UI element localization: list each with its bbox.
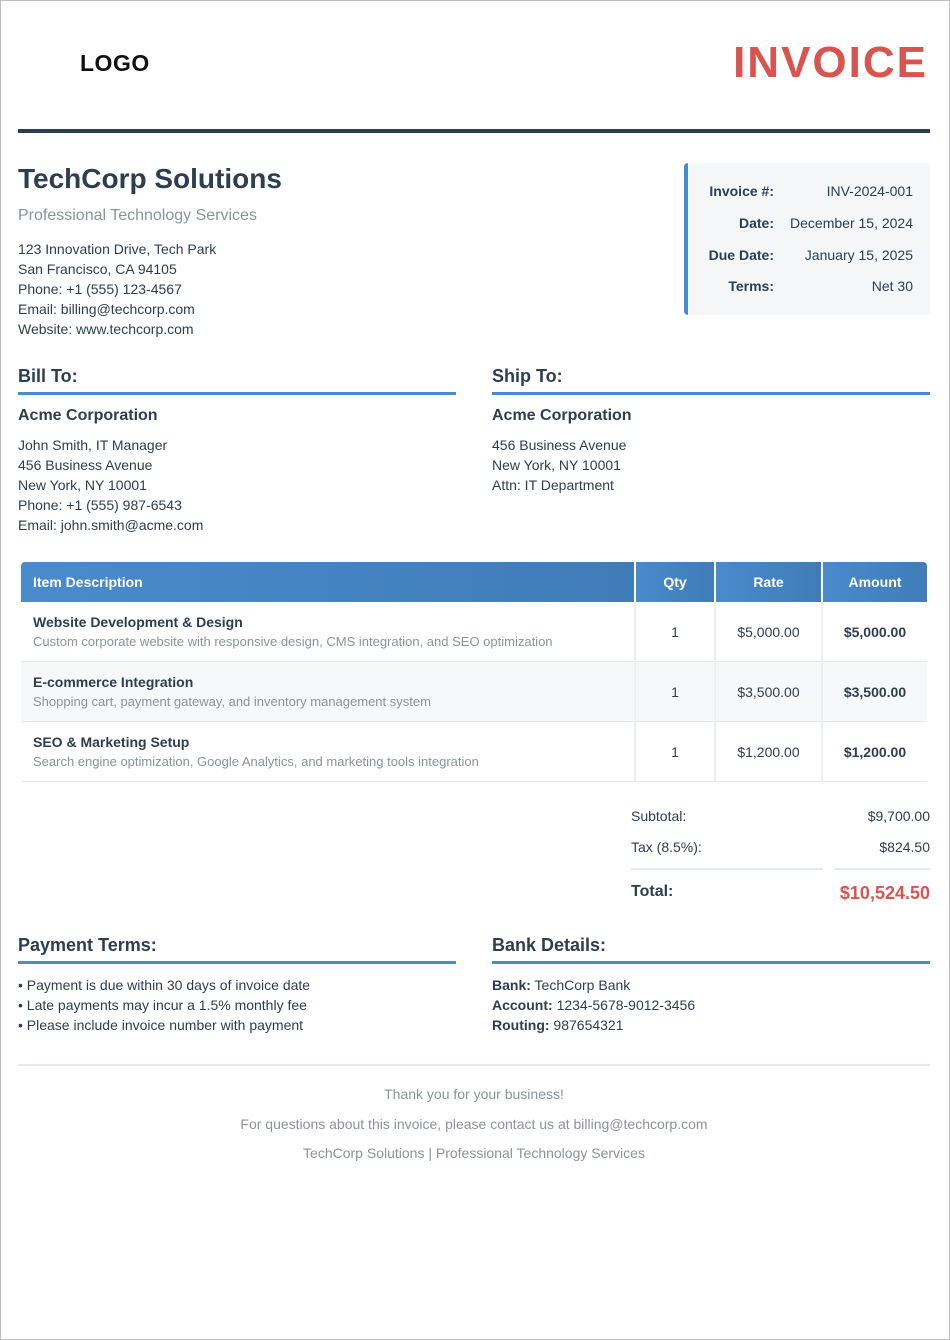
footer-signoff: TechCorp Solutions | Professional Technology Services [303, 1145, 645, 1161]
bill-to-line: New York, NY 10001 [18, 477, 147, 493]
total-value: $10,524.50 [839, 883, 930, 903]
bill-to-heading-text: Bill To: [18, 366, 78, 386]
item-rate: $3,500.00 [715, 662, 822, 722]
bank-routing-row [492, 1015, 695, 1035]
ship-to-heading [492, 364, 930, 395]
item-qty: 1 [635, 602, 715, 662]
meta-label: Date: [738, 215, 774, 231]
bill-to-line: Phone: +1 (555) 987-6543 [18, 497, 182, 513]
item-subtitle: Custom corporate website with responsive design, CMS integration, and SEO optimization [33, 634, 553, 649]
subtotal-value: $9,700.00 [867, 808, 930, 824]
footer-thanks: Thank you for your business! [384, 1086, 564, 1102]
ship-to-heading-text: Ship To: [492, 366, 563, 386]
item-amount: $5,000.00 [822, 602, 927, 662]
item-amount: $3,500.00 [822, 662, 927, 722]
payment-term-item: • Late payments may incur a 1.5% monthly fee [18, 997, 307, 1013]
bank-details-heading-text: Bank Details: [492, 935, 607, 955]
item-qty: 1 [635, 662, 715, 722]
company-logo: LOGO [80, 50, 150, 76]
subtotal-label: Subtotal: [631, 808, 687, 824]
bill-to-line: Email: john.smith@acme.com [18, 517, 204, 533]
item-title: Website Development & Design [33, 614, 243, 630]
meta-row-invoice-number [688, 183, 930, 203]
tax-label: Tax (8.5%): [631, 839, 702, 855]
company-website[interactable]: Website: www.techcorp.com [18, 321, 194, 337]
item-description-cell [21, 602, 635, 662]
bank-account-row [492, 995, 695, 1015]
meta-row-terms [688, 278, 930, 298]
totals-divider [834, 868, 930, 870]
bank-details-heading [492, 933, 930, 964]
meta-value: December 15, 2024 [790, 215, 913, 231]
routing-value: 987654321 [553, 1017, 624, 1033]
column-header-rate: Rate [715, 562, 822, 602]
routing-label: Routing: [492, 1017, 550, 1033]
meta-row-date [688, 215, 930, 235]
company-phone: Phone: +1 (555) 123-4567 [18, 281, 182, 297]
bank-value: TechCorp Bank [534, 977, 631, 993]
bank-label: Bank: [492, 977, 531, 993]
item-title: E-commerce Integration [33, 674, 194, 690]
total-label: Total: [631, 883, 674, 900]
company-email[interactable]: Email: billing@techcorp.com [18, 301, 195, 317]
item-description-cell [21, 662, 635, 722]
company-tagline: Professional Technology Services [18, 207, 257, 224]
item-subtitle: Search engine optimization, Google Analytics, and marketing tools integration [33, 754, 479, 769]
table-row [21, 662, 927, 722]
meta-label: Terms: [728, 278, 774, 294]
item-qty: 1 [635, 722, 715, 782]
meta-label: Invoice #: [709, 183, 774, 199]
item-rate: $1,200.00 [715, 722, 822, 782]
ship-to-line: Attn: IT Department [492, 477, 614, 493]
bill-to-heading [18, 364, 456, 395]
ship-to-line: New York, NY 10001 [492, 457, 621, 473]
table-header-row [21, 562, 927, 602]
table-row [21, 602, 927, 662]
footer-divider [18, 1064, 930, 1066]
meta-value: Net 30 [871, 278, 913, 294]
meta-value: January 15, 2025 [804, 247, 913, 263]
payment-terms-list [18, 975, 310, 1035]
tax-value: $824.50 [879, 839, 930, 855]
account-label: Account: [492, 997, 553, 1013]
bill-to-address [18, 435, 203, 535]
payment-terms-heading [18, 933, 456, 964]
totals-divider [631, 868, 823, 870]
bank-details-list [492, 975, 695, 1035]
company-address-line: San Francisco, CA 94105 [18, 261, 177, 277]
meta-label: Due Date: [708, 247, 774, 263]
bill-to-line: John Smith, IT Manager [18, 437, 168, 453]
company-contact [18, 239, 216, 339]
column-header-qty: Qty [635, 562, 715, 602]
column-header-description: Item Description [21, 562, 635, 602]
payment-terms-heading-text: Payment Terms: [18, 935, 157, 955]
meta-value: INV-2024-001 [826, 183, 913, 199]
invoice-meta-box [684, 163, 930, 315]
ship-to-line: 456 Business Avenue [492, 437, 627, 453]
company-name: TechCorp Solutions [18, 163, 282, 194]
meta-row-due-date [688, 247, 930, 267]
bank-name-row [492, 975, 695, 995]
header-divider [18, 129, 930, 133]
ship-to-address [492, 435, 626, 495]
payment-term-item: • Please include invoice number with payment [18, 1017, 304, 1033]
column-header-amount: Amount [822, 562, 927, 602]
ship-to-name: Acme Corporation [492, 407, 632, 424]
bill-to-name: Acme Corporation [18, 407, 158, 424]
table-row [21, 722, 927, 782]
item-subtitle: Shopping cart, payment gateway, and inventory management system [33, 694, 431, 709]
company-address-line: 123 Innovation Drive, Tech Park [18, 241, 217, 257]
item-description-cell [21, 722, 635, 782]
item-rate: $5,000.00 [715, 602, 822, 662]
item-amount: $1,200.00 [822, 722, 927, 782]
account-value: 1234-5678-9012-3456 [556, 997, 696, 1013]
document-title: INVOICE [733, 38, 928, 87]
bill-to-line: 456 Business Avenue [18, 457, 153, 473]
footer-contact: For questions about this invoice, please contact us at billing@techcorp.com [240, 1116, 708, 1132]
item-title: SEO & Marketing Setup [33, 734, 190, 750]
payment-term-item: • Payment is due within 30 days of invoice date [18, 977, 311, 993]
line-items-table [21, 562, 927, 782]
